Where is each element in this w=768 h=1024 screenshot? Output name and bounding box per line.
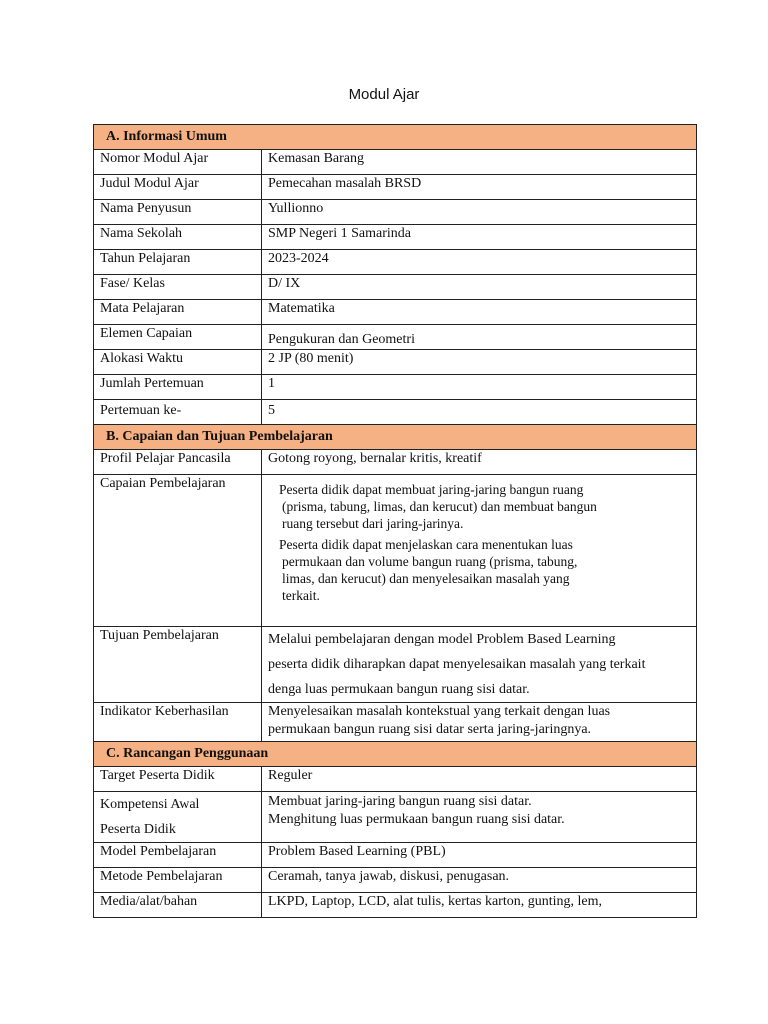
info-row <box>94 175 697 200</box>
info-row <box>94 350 697 375</box>
model-label: Model Pembelajaran <box>94 843 262 868</box>
capaian-line: (prisma, tabung, limas, dan kerucut) dan membuat bangun <box>282 499 597 514</box>
model-value: Problem Based Learning (PBL) <box>262 843 697 868</box>
section-b-title: B. Capaian dan Tujuan Pembelajaran <box>94 425 697 450</box>
info-value: 1 <box>262 375 697 400</box>
capaian-value <box>262 475 697 627</box>
info-row <box>94 300 697 325</box>
kompetensi-line: Membuat jaring-jaring bangun ruang sisi datar. <box>268 794 532 809</box>
info-row <box>94 325 697 350</box>
capaian-line: Peserta didik dapat membuat jaring-jaring bangun ruang <box>279 482 584 497</box>
capaian-line: ruang tersebut dari jaring-jarinya. <box>282 516 464 531</box>
kompetensi-value <box>262 792 697 843</box>
section-c-header <box>94 742 697 767</box>
indikator-line: Menyelesaikan masalah kontekstual yang terkait dengan luas <box>268 704 611 719</box>
capaian-label: Capaian Pembelajaran <box>94 475 262 627</box>
capaian-line: limas, dan kerucut) dan menyelesaikan masalah yang <box>282 571 570 586</box>
document-title: Modul Ajar <box>348 86 420 103</box>
capaian-row <box>94 475 697 627</box>
kompetensi-label-line: Peserta Didik <box>100 822 176 837</box>
metode-value: Ceramah, tanya jawab, diskusi, penugasan. <box>262 868 697 893</box>
info-value: Matematika <box>262 300 697 325</box>
info-value: D/ IX <box>262 275 697 300</box>
info-value: Pemecahan masalah BRSD <box>262 175 697 200</box>
info-label: Jumlah Pertemuan <box>94 375 262 400</box>
capaian-line: permukaan dan volume bangun ruang (prisma, tabung, <box>282 554 578 569</box>
info-row <box>94 200 697 225</box>
info-value: Kemasan Barang <box>262 150 697 175</box>
metode-row <box>94 868 697 893</box>
indikator-line: permukaan bangun ruang sisi datar serta jaring-jaringnya. <box>268 722 592 737</box>
info-row <box>94 375 697 400</box>
info-row <box>94 275 697 300</box>
capaian-item <box>268 536 690 604</box>
kompetensi-line: Menghitung luas permukaan bangun ruang sisi datar. <box>268 812 565 827</box>
info-label: Tahun Pelajaran <box>94 250 262 275</box>
profil-row <box>94 450 697 475</box>
info-value: Yullionno <box>262 200 697 225</box>
kompetensi-label <box>94 792 262 843</box>
target-value: Reguler <box>262 767 697 792</box>
info-label: Pertemuan ke- <box>94 400 262 425</box>
target-row <box>94 767 697 792</box>
kompetensi-label-line: Kompetensi Awal <box>100 797 200 812</box>
info-label: Mata Pelajaran <box>94 300 262 325</box>
media-label: Media/alat/bahan <box>94 893 262 918</box>
info-row <box>94 150 697 175</box>
metode-label: Metode Pembelajaran <box>94 868 262 893</box>
info-label: Nomor Modul Ajar <box>94 150 262 175</box>
modul-ajar-table <box>93 124 697 918</box>
tujuan-line: denga luas permukaan bangun ruang sisi datar. <box>268 682 530 697</box>
section-c-title: C. Rancangan Penggunaan <box>94 742 697 767</box>
info-label: Elemen Capaian <box>94 325 262 350</box>
info-value: 5 <box>262 400 697 425</box>
tujuan-label: Tujuan Pembelajaran <box>94 627 262 703</box>
capaian-line: terkait. <box>282 588 320 603</box>
info-row <box>94 250 697 275</box>
capaian-line: Peserta didik dapat menjelaskan cara menentukan luas <box>279 537 573 552</box>
info-value: 2 JP (80 menit) <box>262 350 697 375</box>
section-a-title: A. Informasi Umum <box>94 125 697 150</box>
indikator-label: Indikator Keberhasilan <box>94 703 262 742</box>
model-row <box>94 843 697 868</box>
tujuan-line: peserta didik diharapkan dapat menyelesaikan masalah yang terkait <box>268 657 646 672</box>
info-value: SMP Negeri 1 Samarinda <box>262 225 697 250</box>
info-row <box>94 400 697 425</box>
info-row <box>94 225 697 250</box>
info-label: Judul Modul Ajar <box>94 175 262 200</box>
indikator-value <box>262 703 697 742</box>
section-b-header <box>94 425 697 450</box>
tujuan-line: Melalui pembelajaran dengan model Problem Based Learning <box>268 632 616 647</box>
info-label: Nama Penyusun <box>94 200 262 225</box>
info-value: 2023-2024 <box>262 250 697 275</box>
kompetensi-row <box>94 792 697 843</box>
info-value: Pengukuran dan Geometri <box>262 325 697 350</box>
section-a-header <box>94 125 697 150</box>
media-value: LKPD, Laptop, LCD, alat tulis, kertas karton, gunting, lem, <box>262 893 697 918</box>
media-row <box>94 893 697 918</box>
indikator-row <box>94 703 697 742</box>
profil-value: Gotong royong, bernalar kritis, kreatif <box>262 450 697 475</box>
target-label: Target Peserta Didik <box>94 767 262 792</box>
profil-label: Profil Pelajar Pancasila <box>94 450 262 475</box>
tujuan-row <box>94 627 697 703</box>
info-label: Nama Sekolah <box>94 225 262 250</box>
tujuan-value <box>262 627 697 703</box>
info-label: Fase/ Kelas <box>94 275 262 300</box>
info-label: Alokasi Waktu <box>94 350 262 375</box>
capaian-item <box>268 481 690 532</box>
